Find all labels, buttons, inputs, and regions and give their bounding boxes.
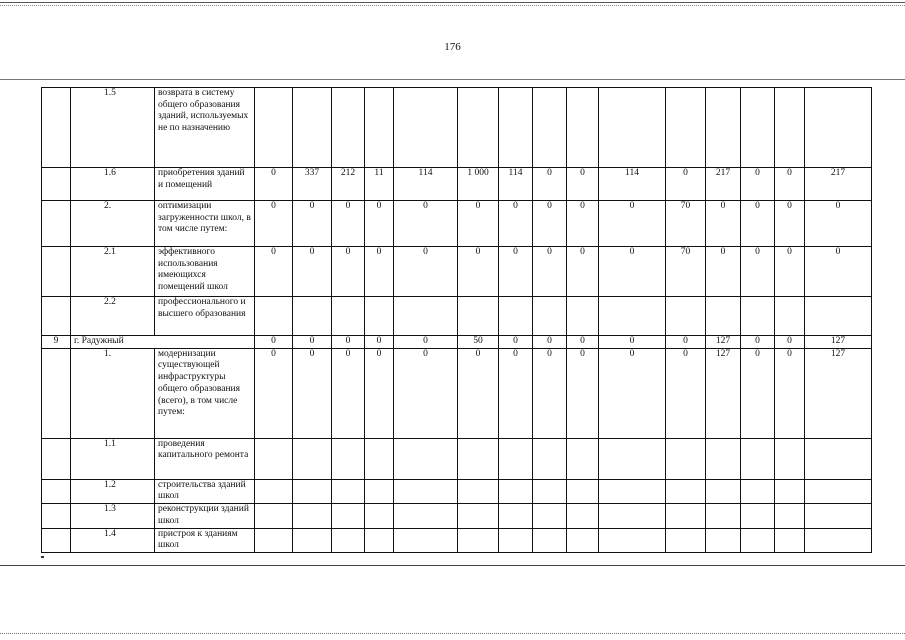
row-number-cell	[42, 247, 71, 297]
value-cell: 0	[666, 348, 706, 438]
value-cell: 0	[533, 201, 567, 247]
value-cell: 212	[332, 168, 365, 201]
value-cell	[741, 479, 775, 503]
value-cell: 1 000	[458, 168, 499, 201]
value-cell	[332, 479, 365, 503]
value-cell	[805, 528, 872, 552]
table-row	[42, 348, 872, 438]
value-cell	[567, 504, 599, 528]
table-row	[42, 88, 872, 168]
region-cell: г. Радужный	[71, 336, 255, 349]
item-description-cell: реконструкции зданий школ	[155, 504, 255, 528]
value-cell	[255, 297, 293, 336]
value-cell: 0	[533, 247, 567, 297]
value-cell	[332, 88, 365, 168]
scan-border-bottom	[0, 633, 905, 636]
value-cell: 217	[706, 168, 741, 201]
table-row	[42, 336, 872, 349]
value-cell	[805, 88, 872, 168]
value-cell: 0	[599, 247, 666, 297]
value-cell	[599, 479, 666, 503]
value-cell	[365, 438, 394, 479]
scan-line-footer	[0, 565, 905, 566]
value-cell: 0	[293, 247, 332, 297]
value-cell	[741, 504, 775, 528]
page-number: 176	[444, 41, 461, 53]
value-cell: 0	[255, 348, 293, 438]
value-cell	[293, 438, 332, 479]
value-cell	[499, 479, 533, 503]
value-cell	[666, 438, 706, 479]
value-cell: 0	[533, 336, 567, 349]
value-cell	[332, 528, 365, 552]
table-row	[42, 479, 872, 503]
value-cell	[567, 297, 599, 336]
value-cell	[394, 88, 458, 168]
value-cell	[741, 438, 775, 479]
value-cell	[365, 88, 394, 168]
value-cell: 0	[775, 336, 805, 349]
value-cell	[533, 479, 567, 503]
value-cell	[365, 504, 394, 528]
item-description-cell: возврата в систему общего образования зданий, используемых не по назначению	[155, 88, 255, 168]
value-cell	[332, 438, 365, 479]
value-cell	[394, 504, 458, 528]
value-cell	[255, 88, 293, 168]
item-code-cell: 1.2	[71, 479, 155, 503]
value-cell	[533, 297, 567, 336]
value-cell	[775, 297, 805, 336]
value-cell: 0	[293, 201, 332, 247]
row-number-cell	[42, 528, 71, 552]
item-description-cell: пристроя к зданиям школ	[155, 528, 255, 552]
value-cell	[499, 504, 533, 528]
row-number-cell	[42, 348, 71, 438]
value-cell: 0	[741, 201, 775, 247]
value-cell	[332, 297, 365, 336]
row-number-cell	[42, 88, 71, 168]
value-cell: 0	[706, 201, 741, 247]
value-cell: 0	[394, 247, 458, 297]
value-cell	[293, 88, 332, 168]
value-cell	[394, 528, 458, 552]
value-cell	[365, 528, 394, 552]
value-cell	[394, 479, 458, 503]
value-cell: 70	[666, 247, 706, 297]
value-cell	[533, 88, 567, 168]
item-code-cell: 1.5	[71, 88, 155, 168]
value-cell: 0	[332, 336, 365, 349]
row-number-cell: 9	[42, 336, 71, 349]
table-row	[42, 201, 872, 247]
row-number-cell	[42, 168, 71, 201]
table-row	[42, 297, 872, 336]
scan-line-header	[0, 79, 905, 80]
value-cell: 0	[775, 247, 805, 297]
value-cell	[255, 528, 293, 552]
value-cell	[741, 528, 775, 552]
value-cell	[365, 479, 394, 503]
value-cell	[775, 88, 805, 168]
value-cell	[293, 504, 332, 528]
value-cell	[775, 438, 805, 479]
value-cell: 0	[567, 168, 599, 201]
value-cell	[499, 438, 533, 479]
value-cell	[805, 297, 872, 336]
value-cell: 0	[567, 201, 599, 247]
value-cell	[567, 528, 599, 552]
item-description-cell: модернизации существующей инфраструктуры общего образования (всего), в том числе путем:	[155, 348, 255, 438]
item-code-cell: 1.3	[71, 504, 155, 528]
value-cell	[741, 297, 775, 336]
value-cell	[332, 504, 365, 528]
value-cell: 0	[365, 336, 394, 349]
value-cell	[666, 297, 706, 336]
item-description-cell: строительства зданий школ	[155, 479, 255, 503]
row-number-cell	[42, 479, 71, 503]
value-cell	[499, 88, 533, 168]
value-cell	[666, 88, 706, 168]
item-description-cell: профессионального и высшего образования	[155, 297, 255, 336]
item-description-cell: эффективного использования имеющихся помещений школ	[155, 247, 255, 297]
value-cell	[775, 528, 805, 552]
value-cell: 0	[805, 247, 872, 297]
value-cell: 0	[365, 348, 394, 438]
value-cell	[533, 438, 567, 479]
value-cell	[458, 88, 499, 168]
value-cell: 0	[567, 336, 599, 349]
item-code-cell: 2.2	[71, 297, 155, 336]
item-code-cell: 1.1	[71, 438, 155, 479]
item-description-cell: приобретения зданий и помещений	[155, 168, 255, 201]
value-cell: 0	[365, 247, 394, 297]
item-description-cell: проведения капитального ремонта	[155, 438, 255, 479]
value-cell	[805, 438, 872, 479]
value-cell	[599, 528, 666, 552]
value-cell	[706, 438, 741, 479]
value-cell	[599, 438, 666, 479]
value-cell: 0	[293, 336, 332, 349]
value-cell	[567, 479, 599, 503]
value-cell: 0	[255, 247, 293, 297]
value-cell: 0	[458, 348, 499, 438]
value-cell	[666, 528, 706, 552]
value-cell: 0	[666, 336, 706, 349]
value-cell: 0	[706, 247, 741, 297]
value-cell	[805, 479, 872, 503]
table-row	[42, 504, 872, 528]
value-cell	[805, 504, 872, 528]
value-cell: 0	[332, 348, 365, 438]
value-cell	[499, 528, 533, 552]
value-cell: 0	[499, 201, 533, 247]
item-code-cell: 2.	[71, 201, 155, 247]
value-cell	[567, 88, 599, 168]
value-cell	[293, 479, 332, 503]
value-cell	[458, 504, 499, 528]
value-cell	[706, 88, 741, 168]
value-cell: 0	[775, 168, 805, 201]
row-number-cell	[42, 504, 71, 528]
value-cell: 0	[293, 348, 332, 438]
item-code-cell: 2.1	[71, 247, 155, 297]
value-cell: 114	[394, 168, 458, 201]
value-cell	[458, 438, 499, 479]
value-cell	[458, 297, 499, 336]
value-cell: 0	[599, 336, 666, 349]
value-cell: 0	[332, 201, 365, 247]
value-cell: 0	[458, 247, 499, 297]
value-cell: 0	[741, 348, 775, 438]
value-cell	[567, 438, 599, 479]
value-cell: 0	[499, 348, 533, 438]
value-cell	[394, 297, 458, 336]
value-cell: 0	[741, 247, 775, 297]
value-cell	[666, 479, 706, 503]
value-cell: 0	[394, 336, 458, 349]
value-cell	[599, 504, 666, 528]
value-cell	[255, 479, 293, 503]
item-code-cell: 1.	[71, 348, 155, 438]
value-cell: 114	[599, 168, 666, 201]
value-cell: 0	[805, 201, 872, 247]
table-row	[42, 247, 872, 297]
value-cell: 0	[394, 348, 458, 438]
value-cell	[458, 528, 499, 552]
row-number-cell	[42, 297, 71, 336]
value-cell: 0	[458, 201, 499, 247]
value-cell: 0	[567, 247, 599, 297]
value-cell: 0	[599, 348, 666, 438]
value-cell	[458, 479, 499, 503]
row-number-cell	[42, 201, 71, 247]
value-cell: 0	[499, 336, 533, 349]
value-cell: 0	[775, 348, 805, 438]
value-cell: 0	[332, 247, 365, 297]
value-cell: 127	[706, 348, 741, 438]
value-cell: 0	[741, 168, 775, 201]
data-table	[41, 87, 872, 553]
value-cell: 11	[365, 168, 394, 201]
item-code-cell: 1.6	[71, 168, 155, 201]
table-row	[42, 438, 872, 479]
value-cell	[706, 504, 741, 528]
value-cell: 127	[805, 336, 872, 349]
value-cell: 127	[805, 348, 872, 438]
value-cell	[255, 504, 293, 528]
value-cell: 0	[255, 168, 293, 201]
value-cell	[365, 297, 394, 336]
value-cell	[775, 504, 805, 528]
value-cell: 217	[805, 168, 872, 201]
value-cell: 50	[458, 336, 499, 349]
value-cell	[666, 504, 706, 528]
value-cell: 0	[741, 336, 775, 349]
value-cell	[394, 438, 458, 479]
value-cell	[533, 504, 567, 528]
value-cell	[706, 297, 741, 336]
value-cell	[741, 88, 775, 168]
scan-speck	[41, 556, 44, 558]
value-cell: 0	[255, 201, 293, 247]
value-cell	[599, 297, 666, 336]
value-cell: 114	[499, 168, 533, 201]
value-cell	[533, 528, 567, 552]
item-code-cell: 1.4	[71, 528, 155, 552]
value-cell: 0	[599, 201, 666, 247]
value-cell: 0	[365, 201, 394, 247]
value-cell: 0	[533, 168, 567, 201]
table-row	[42, 528, 872, 552]
table-row	[42, 168, 872, 201]
value-cell: 127	[706, 336, 741, 349]
value-cell: 337	[293, 168, 332, 201]
value-cell	[706, 528, 741, 552]
value-cell: 0	[567, 348, 599, 438]
value-cell	[706, 479, 741, 503]
row-number-cell	[42, 438, 71, 479]
value-cell	[775, 479, 805, 503]
scan-border-top	[0, 2, 905, 6]
value-cell	[293, 297, 332, 336]
value-cell	[599, 88, 666, 168]
value-cell: 70	[666, 201, 706, 247]
value-cell	[499, 297, 533, 336]
item-description-cell: оптимизации загруженности школ, в том числе путем:	[155, 201, 255, 247]
value-cell: 0	[533, 348, 567, 438]
value-cell	[255, 438, 293, 479]
value-cell: 0	[666, 168, 706, 201]
value-cell	[293, 528, 332, 552]
value-cell: 0	[255, 336, 293, 349]
value-cell: 0	[499, 247, 533, 297]
value-cell: 0	[394, 201, 458, 247]
value-cell: 0	[775, 201, 805, 247]
